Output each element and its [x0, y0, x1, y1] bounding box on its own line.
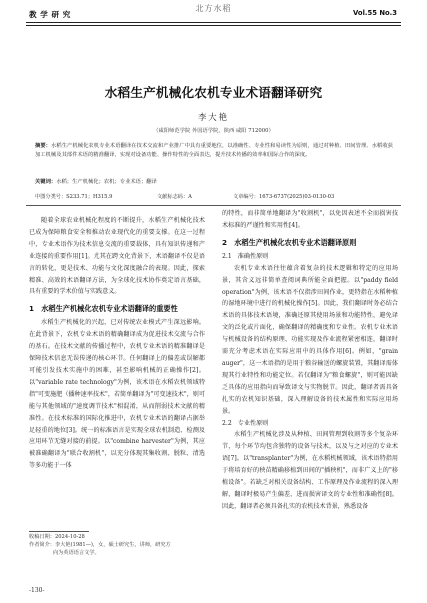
section-label: 教 学 研 究: [29, 10, 71, 19]
footnote-rule: [29, 531, 89, 532]
author-bio-continued: 向为英语语言文学。: [53, 550, 100, 556]
article-number: 文章编号：1673-6737(2025)03-0130-03: [233, 194, 335, 200]
section-1-heading: 1 水稻生产机械化农机专业术语翻译的重要性: [29, 304, 178, 314]
header-rule-thin: [26, 25, 401, 26]
keywords: [35, 178, 393, 187]
section-1-continuation: 的特性，而非简单地翻译为"收割机"，以免因表述不全而损害技术标准的严谨性和实用性[4]。: [222, 210, 398, 229]
left-column: [29, 215, 205, 472]
author-name: 李大艳: [197, 112, 230, 122]
right-column: [222, 208, 398, 513]
section-1-paragraph: 水稻生产机械化的兴起，已对传统农业模式产生深远影响。在此背景下，农机专业术语的精确翻译成为促进技术交流与合作的基石。在技术文献的传播过程中，农机专业术语的精准翻译是保障技术信息无误传递的核心环节。任何翻译上的偏差或误解都可能引发技术实施中的困难，甚至影响机械的正确操作[2]。以"variable rate technology"为例，该术语在水稻农机领域特指"可变施肥（播种速率技术"，若简单翻译为"可变速技术"，则可能与其他领域的"速度调节技术"相混淆，从而削弱技术文献的精准性。在技术标准的国际化推进中，农机专业术语的翻译占据举足轻重的地位[3]。统一的标准语言是实现全球农机制造、检测及应用环节无缝对接的前提。以"combine harvester"为例，其应被准确翻译为"联合收割机"，以充分体现其集收割、脱粒、清选等多功能于一体: [29, 319, 205, 470]
abstract-label: 摘要：: [35, 143, 52, 149]
header-rule: [26, 22, 401, 23]
abstract-divider: [26, 205, 401, 206]
author-affiliation: （咸阳师范学院 外国语学院，陕西 咸阳 712000）: [153, 128, 274, 134]
page-number: -130-: [29, 587, 45, 594]
subsection-2-1-paragraph: 农机专业术语往往蕴含着复杂的技术逻辑和特定的应用场景，其含义远非简单查阅词典所能全面把握。以"paddy field operation"为例，该术语不仅指涉田间作业，更特指在水稻种植的湿地环境中进行的机械化操作[5]。因此，我们翻译时务必结合术语的具体技术语境，准确还原其使用场景和功能特性，避免译文的泛化或片面化，确保翻译的精确度和专业性。农机专业术语与机械设备的结构原理、功能实现及作业流程紧密相连，翻译时需充分考虑术语在实际应用中的具体作用[6]。例如，"grain auger"，这一术语指的是用于粮谷输送的螺旋装置，其翻译需体现其行业特性和功能定位。若仅翻译为"粮食螺旋"，则可能因缺乏具体的应用指向而导致译文与实物脱节。因此，翻译者需具备扎实的农机知识基础，深入理解设备的技术属性和实际应用场景。: [222, 264, 398, 415]
page-header: [0, 0, 427, 26]
section-2-heading: 2 水稻生产机械化农机专业术语翻译原则: [222, 237, 357, 247]
abstract: [35, 142, 393, 160]
volume-issue: Vol.55 No.3: [353, 9, 397, 17]
document-code: 文献标志码：A: [157, 194, 192, 200]
classification-line: [35, 193, 393, 202]
received-date: 收稿日期：2024-10-28: [29, 534, 85, 540]
subsection-2-1-heading: 2.1 准确性原则: [222, 252, 269, 260]
subsection-2-2-heading: 2.2 专业性原则: [222, 419, 269, 427]
clc-number: 中图分类号：S233.71；H315.9: [35, 194, 113, 200]
keywords-label: 关键词：: [35, 179, 57, 185]
author-bio: 作者简介：李大艳(1981—)，女，硕士研究生，讲师，研究方: [29, 542, 171, 548]
abstract-text: 水稻生产机械化农机专业术语翻译在技术交流和产业推广中具有重要地位，以准确性、专业性和易读性为原则，通过对种植、田间管理、水稻收获加工机械及其部件术语的精准翻译，实现对设备功能、操作特性的全面表达，提升技术传播的效率和国际合作的深度。: [35, 143, 393, 158]
article-title: 水稻生产机械化农机专业术语翻译研究: [104, 85, 323, 100]
intro-paragraph: 随着全球农业机械化程度的不断提升，水稻生产机械化技术已成为保障粮食安全和推动农业现代化的重要支撑。在这一过程中，专业术语作为技术信息交流的重要载体，具有知识传递和产业连接的重要作用[1]。尤其在跨文化背景下，术语翻译不仅是语言的转化，更是技术、功能与文化深度融合的表现。因此，探索精准、高效的术语翻译方法，为全球化技术协作奠定语言基础，具有重要的学术价值与实践意义。: [29, 217, 205, 296]
subsection-2-2-paragraph: 水稻生产机械化涉及从种植、田间管理到收割等多个复杂环节，每个环节均包含独特的设备与技术，以及与之对应的专业术语[7]。以"transplanter"为例，在水稻机械领域，该术语特指用于将培育好的秧苗精确移植到田间的"插秧机"，而非广义上的"移植设备"。若缺乏对相关设备结构、工作原理及作业流程的深入理解，翻译时极易产生偏差，进而损害译文的专业性和准确性[8]。因此，翻译者必须具备扎实的农机技术背景，熟悉设备: [222, 431, 398, 510]
keywords-text: 水稻；生产机械化；农机；专业术语；翻译: [56, 179, 157, 185]
journal-name: 北方水稻: [195, 4, 232, 13]
